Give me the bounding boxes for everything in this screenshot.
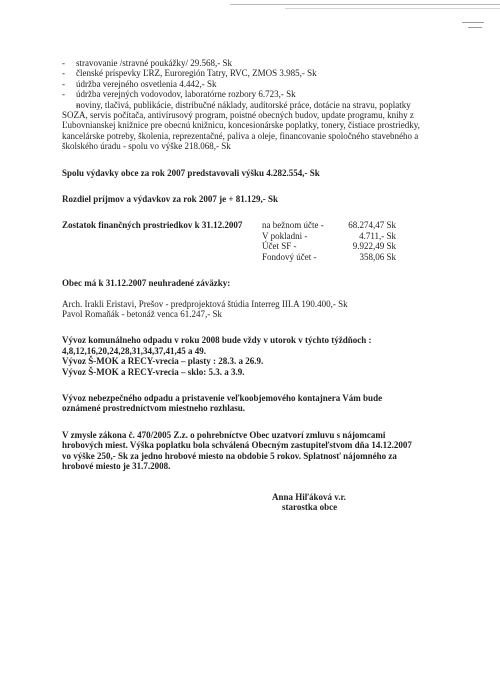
scan-mark bbox=[468, 27, 482, 28]
balance-value: 9.922,49 Sk bbox=[352, 241, 396, 252]
waste-schedule: Vývoz komunálneho odpadu v roku 2008 bude vždy v utorok v týchto týždňoch : 4,8,12,16,20,24,28,31,34,37,41,45 a 49. bbox=[62, 335, 372, 356]
waste-plastics: Vývoz Š-MOK a RECY-vrecia – plasty : 28.3. a 26.9. bbox=[62, 356, 264, 367]
list-item: - členské príspevky ĽRZ, Euroregión Tatry, RVC, ZMOS 3.985,- Sk bbox=[62, 68, 422, 78]
balance-value: 68.274,47 Sk bbox=[348, 220, 396, 231]
obligation-line: Pavol Romaňák - betonáž venca 61.247,- Sk bbox=[62, 308, 222, 319]
balance-label: na bežnom účte - bbox=[262, 220, 324, 231]
expense-list bbox=[62, 58, 422, 152]
income-expense-difference: Rozdiel príjmov a výdavkov za rok 2007 je + 81.129,- Sk bbox=[62, 194, 278, 205]
balance-value: 358,06 Sk bbox=[359, 251, 396, 262]
document-body bbox=[62, 58, 422, 471]
list-item: - noviny, tlačivá, publikácie, distribučné náklady, audítorské práce, dotácie na stravu, poplatky SOZA, servis počítača, antivírusový program, poistné obecných budov, update programu, knihy z Ľubovnianskej knižnice pre obecnú knižnicu, koncesionárske poplatky, tonery, čistiace prostriedky, kancelárske potreby, školenia, reprezentačné, paliva a oleje, financovanie spoločného stavebného a školského úradu - spolu vo výške 218.068,- Sk bbox=[62, 100, 422, 152]
list-item: - stravovanie /stravné poukážky/ 29.568,- Sk bbox=[62, 58, 422, 68]
scan-line bbox=[230, 4, 500, 5]
obligations-heading: Obec má k 31.12.2007 neuhradené záväzky: bbox=[62, 278, 231, 289]
total-expenses: Spolu výdavky obce za rok 2007 predstavovali výšku 4.282.554,- Sk bbox=[62, 167, 320, 178]
scan-mark bbox=[462, 22, 484, 23]
list-item: - údržba verejného osvetlenia 4.442,- Sk bbox=[62, 79, 422, 89]
waste-glass: Vývoz Š-MOK a RECY-vrecia – sklo: 5.3. a 3.9. bbox=[62, 366, 245, 377]
balance-heading: Zostatok finančných prostriedkov k 31.12.2007 bbox=[62, 220, 243, 231]
signatory-role: starostka obce bbox=[282, 502, 338, 513]
balance-value: 4.711,- Sk bbox=[359, 230, 396, 241]
balance-table bbox=[62, 220, 422, 262]
burial-notice: V zmysle zákona č. 470/2005 Z.z. o pohrebníctve Obec uzatvorí zmluvu s nájomcami hrobových miest. Výška poplatku bola schválená Obecným zastupiteľstvom dňa 14.12.2007 vo výške 250,- Sk za jedno hrobové miesto na obdobie 5 rokov. Splatnosť nájomného za hrobové miesto je 31.7.2008. bbox=[62, 429, 412, 471]
signature-block bbox=[272, 492, 346, 513]
list-item: - údržba verejných vodovodov, laboratórne rozbory 6.723,- Sk bbox=[62, 89, 422, 99]
balance-label: Fondový účet - bbox=[262, 251, 317, 262]
hazardous-waste-note: Vývoz nebezpečného odpadu a pristavenie veľkoobjemového kontajnera Vám bude oznámené prostredníctvom miestneho rozhlasu. bbox=[62, 392, 383, 414]
obligation-line: Arch. Irakli Eristavi, Prešov - predprojektová štúdia Interreg III.A 190.400,- Sk bbox=[62, 298, 348, 309]
scan-line bbox=[285, 8, 500, 9]
balance-label: Účet SF - bbox=[262, 241, 297, 252]
balance-label: V pokladni - bbox=[262, 230, 308, 241]
signatory-name: Anna Hiľáková v.r. bbox=[272, 492, 346, 502]
